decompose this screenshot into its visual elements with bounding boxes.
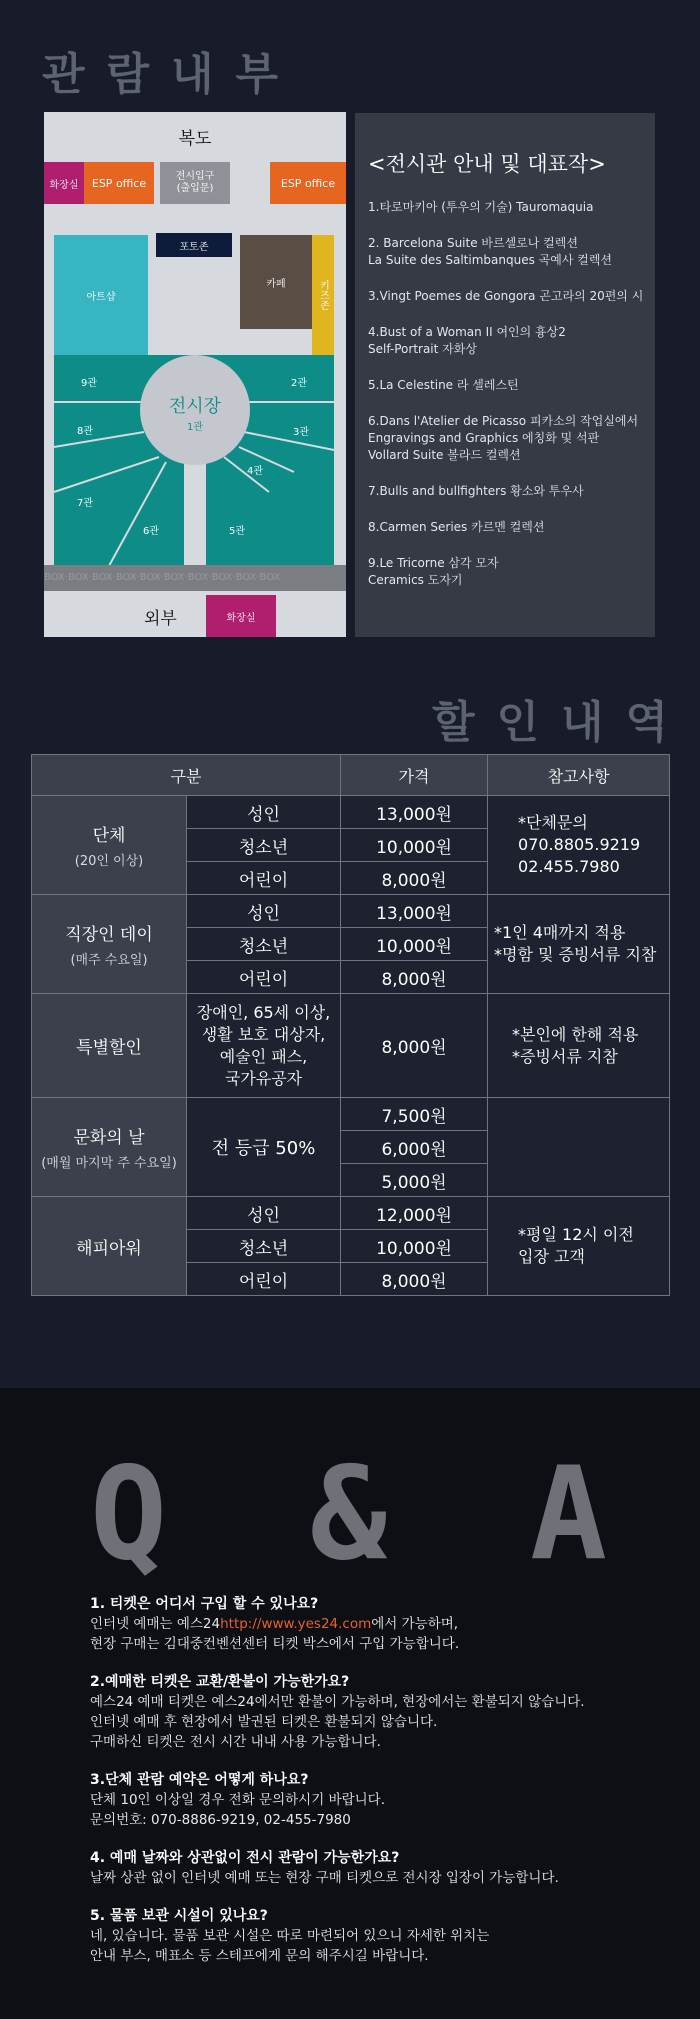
viewing-title: 관람내부 [42, 49, 301, 100]
worker-note: *1인 4매까지 적용 *명함 및 증빙서류 지참 [488, 895, 670, 994]
esp-office-left: ESP office [84, 162, 154, 204]
work-item: 4.Bust of a Woman II 여인의 흉상2 Self-Portrait 자화상 [368, 325, 566, 356]
header-price: 가격 [341, 755, 488, 796]
work-item: 6.Dans l'Atelier de Picasso 피카소의 작업실에서 Engravings and Graphics 에칭화 및 석판 Vollard Suite 볼라드 컬렉션 [368, 414, 639, 462]
table-header-row [32, 755, 670, 796]
happy-note: *평일 12시 이전 입장 고객 [488, 1197, 670, 1296]
table-cell: 12,000원 [341, 1197, 488, 1230]
work-item: 9.Le Tricorne 삼각 모자 Ceramics 도자기 [368, 556, 499, 587]
corridor-label: 복도 [178, 129, 212, 149]
photozone: 포토존 [156, 233, 232, 257]
special-who: 장애인, 65세 이상, 생활 보호 대상자, 예술인 패스, 국가유공자 [187, 994, 341, 1098]
qa-answer: 네, 있습니다. 물품 보관 시설은 따로 마련되어 있으니 자세한 위치는 안내 부스, 매표소 등 스테프에게 문의 해주시길 바랍니다. [90, 1928, 490, 1964]
culture-label: 문화의 날 (매월 마지막 주 수요일) [32, 1098, 187, 1197]
qa-letter-q: Q [90, 1440, 168, 1589]
table-cell: 8,000원 [341, 1263, 488, 1296]
hall-4: 4관 [246, 466, 264, 477]
table-cell: 10,000원 [341, 928, 488, 961]
table-row [32, 1197, 670, 1230]
outside-label: 외부 [144, 609, 177, 629]
qa-answer: 단체 10인 이상일 경우 전화 문의하시기 바랍니다. 문의번호: 070-8886-9219, 02-455-7980 [90, 1792, 385, 1828]
table-cell: 청소년 [187, 829, 341, 862]
hall-6: 6관 [142, 526, 160, 537]
table-cell: 8,000원 [341, 862, 488, 895]
group-note: *단체문의 070.8805.9219 02.455.7980 [488, 796, 670, 895]
qa-item [90, 1906, 670, 1966]
entrance: 전시입구 (출입문) [160, 162, 230, 204]
floor-plan [44, 112, 346, 637]
table-cell: 10,000원 [341, 829, 488, 862]
culture-who: 전 등급 50% [187, 1098, 341, 1197]
qa-question: 1. 티켓은 어디서 구입 할 수 있나요? [90, 1596, 319, 1612]
hall-3: 3관 [292, 427, 310, 438]
work-item: 3.Vingt Poemes de Gongora 곤고라의 20편의 시 [368, 289, 644, 303]
qa-question: 4. 예매 날짜와 상관없이 전시 관람이 가능한가요? [90, 1850, 400, 1866]
discount-table [31, 754, 670, 1296]
special-price: 8,000원 [341, 994, 488, 1098]
qa-answer: 인터넷 예매는 예스24http://www.yes24.com에서 가능하며, 현장 구매는 김대중컨벤션센터 티켓 박스에서 구입 가능합니다. [90, 1616, 460, 1652]
special-note: *본인에 한해 적용 *증빙서류 지참 [488, 994, 670, 1098]
table-cell: 성인 [187, 895, 341, 928]
work-item: 1.타로마키아 (투우의 기술) Tauromaquia [368, 200, 594, 214]
qa-letter-a: A [530, 1440, 608, 1589]
yes24-link[interactable]: http://www.yes24.com [220, 1616, 372, 1632]
table-cell: 7,500원 [341, 1098, 488, 1131]
table-cell: 6,000원 [341, 1131, 488, 1164]
works-list [368, 199, 653, 608]
restroom-top: 화장실 [44, 162, 84, 204]
hall-8: 8관 [76, 426, 94, 437]
restroom-bottom: 화장실 [206, 595, 276, 637]
qa-answer: 날짜 상관 없이 인터넷 예매 또는 현장 구매 티켓으로 전시장 입장이 가능합니다. [90, 1870, 559, 1886]
table-cell: 성인 [187, 796, 341, 829]
qa-question: 5. 물품 보관 시설이 있나요? [90, 1908, 268, 1924]
qa-letter-amp: & [310, 1440, 388, 1589]
hall-2: 2관 [290, 378, 308, 389]
qa-item [90, 1848, 670, 1888]
table-cell: 10,000원 [341, 1230, 488, 1263]
table-cell: 어린이 [187, 961, 341, 994]
happy-label: 해피아워 [32, 1197, 187, 1296]
hall-main-sub: 1관 [186, 422, 204, 433]
table-cell: 어린이 [187, 1263, 341, 1296]
group-label: 단체 (20인 이상) [32, 796, 187, 895]
hall-main-label: 전시장 [168, 396, 222, 417]
table-cell: 13,000원 [341, 895, 488, 928]
table-cell: 청소년 [187, 928, 341, 961]
works-title: <전시관 안내 및 대표작> [368, 152, 606, 176]
table-row [32, 895, 670, 928]
table-cell: 어린이 [187, 862, 341, 895]
hall-main [140, 392, 250, 433]
qa-item [90, 1594, 670, 1654]
works-panel [355, 113, 655, 637]
table-cell: 성인 [187, 1197, 341, 1230]
qa-item [90, 1672, 670, 1752]
cafe: 카페 [240, 235, 312, 329]
header-notes: 참고사항 [488, 755, 670, 796]
hall-9: 9관 [80, 378, 98, 389]
qa-answer: 예스24 예매 티켓은 예스24에서만 환불이 가능하며, 현장에서는 환불되지 않습니다. 인터넷 예매 후 현장에서 발권된 티켓은 환불되지 않습니다. 구매하신 티켓은 전시 시간 내내 사용 가능합니다. [90, 1694, 585, 1750]
esp-office-right: ESP office [270, 162, 346, 204]
worker-label: 직장인 데이 (매주 수요일) [32, 895, 187, 994]
work-item: 5.La Celestine 라 셀레스틴 [368, 378, 519, 392]
hall-7: 7관 [76, 498, 94, 509]
table-row [32, 1098, 670, 1131]
special-label: 특별할인 [32, 994, 187, 1098]
table-cell: 8,000원 [341, 961, 488, 994]
table-cell: 5,000원 [341, 1164, 488, 1197]
hall-5: 5관 [228, 526, 246, 537]
table-cell: 13,000원 [341, 796, 488, 829]
kidszone: 키즈존 [312, 235, 334, 355]
table-cell: 청소년 [187, 1230, 341, 1263]
artshop: 아트샵 [54, 235, 148, 355]
header-category: 구분 [32, 755, 341, 796]
work-item: 8.Carmen Series 카르멘 컬렉션 [368, 520, 545, 534]
culture-note [488, 1098, 670, 1197]
box-strip: BOX·BOX·BOX·BOX·BOX·BOX·BOX·BOX·BOX·BOX [44, 565, 346, 591]
qa-question: 3.단체 관람 예약은 어떻게 하나요? [90, 1772, 309, 1788]
table-row [32, 994, 670, 1098]
qa-list [90, 1594, 670, 1984]
qa-item [90, 1770, 670, 1830]
qa-question: 2.예매한 티켓은 교환/환불이 가능한가요? [90, 1674, 350, 1690]
table-row [32, 796, 670, 829]
discount-title: 할인내역 [432, 697, 691, 748]
work-item: 7.Bulls and bullfighters 황소와 투우사 [368, 484, 584, 498]
work-item: 2. Barcelona Suite 바르셀로나 컬렉션 La Suite des Saltimbanques 곡예사 컬렉션 [368, 236, 613, 267]
